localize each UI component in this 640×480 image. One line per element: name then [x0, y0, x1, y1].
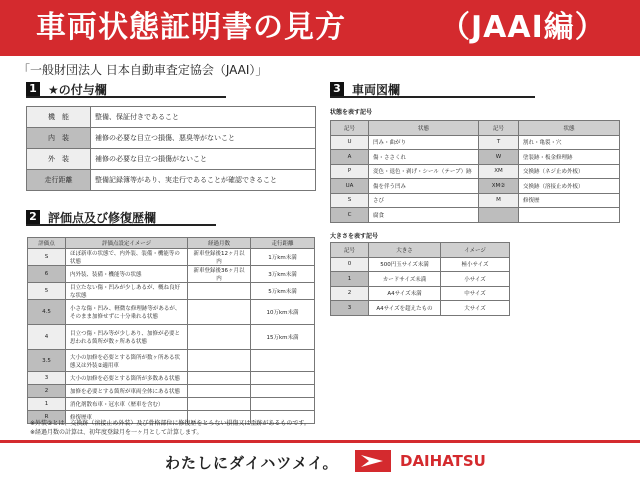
table-cell: A	[331, 150, 369, 165]
table-row	[331, 193, 620, 208]
section-2-heading	[26, 210, 216, 226]
table-cell: U	[331, 135, 369, 150]
table-row	[28, 398, 315, 411]
table-cell: ほぼ新車の状態で、内外装、装備・機能等の状態	[66, 249, 188, 266]
state-symbols-label: 状態を表す記号	[330, 109, 373, 116]
table-cell: 評価点	[28, 238, 66, 249]
note: ※経過月数の計算は、初年度登録月を一ヶ月として計算します。	[30, 429, 203, 436]
table-row	[27, 107, 316, 128]
table-cell: 整備記録簿等があり、実走行であることが確認できること	[91, 170, 316, 191]
table-cell: イメージ	[441, 243, 510, 258]
table-cell: 3	[331, 301, 369, 316]
table-cell: 2	[331, 286, 369, 301]
table-cell: S	[28, 249, 66, 266]
slogan-logo: わたしにダイハツメイ。	[165, 454, 339, 472]
table-cell: 1	[28, 398, 66, 411]
table-cell: 外 装	[27, 149, 91, 170]
table-cell: 小さな傷・凹み、軽微な修理跡等があるが、そのまま加修せずに十分乗れる状態	[66, 300, 188, 325]
table-cell: P	[331, 164, 369, 179]
table-cell: 2	[28, 385, 66, 398]
table-cell: 傷・ささくれ	[369, 150, 479, 165]
table-cell: 経過月数	[188, 238, 251, 249]
table-cell: 走行距離	[251, 238, 315, 249]
table-row	[331, 164, 620, 179]
score-table	[27, 237, 315, 424]
table-cell: 消化剤散布車・冠水車（歴車を含む）	[66, 398, 188, 411]
table-cell: 目立たない傷・凹みが少しあるが、概ね良好な状態	[66, 283, 188, 300]
table-cell: R	[28, 411, 66, 424]
table-cell: 修復歴	[519, 193, 620, 208]
table-cell: 変色・退色・剥げ・シール（テープ）跡	[369, 164, 479, 179]
table-row	[331, 208, 620, 223]
section-title: ★の付与欄	[48, 82, 107, 97]
note: ※外装②とは、交換跡（溶接止め外装）及び骨格部位に修復歴をとらない損傷又は歪跡があるものです。	[30, 420, 310, 427]
table-cell: 目立つ傷・凹み等が少しあり、加修が必要と思われる箇所が数ヶ所ある状態	[66, 325, 188, 350]
table-cell	[251, 398, 315, 411]
table-cell: 4	[28, 325, 66, 350]
table-cell	[188, 398, 251, 411]
daihatsu-logo-icon	[355, 450, 391, 472]
table-cell: 割れ・亀裂・穴	[519, 135, 620, 150]
table-cell: 記号	[331, 121, 369, 136]
table-cell: 腐食	[369, 208, 479, 223]
table-cell: 1万km未満	[251, 249, 315, 266]
table-cell: 凹み・曲がり	[369, 135, 479, 150]
table-cell: 中サイズ	[441, 286, 510, 301]
table-cell: 内 装	[27, 128, 91, 149]
table-cell	[479, 208, 519, 223]
table-row	[331, 150, 620, 165]
notes	[30, 419, 310, 437]
table-cell: C	[331, 208, 369, 223]
table-row	[27, 170, 316, 191]
table-cell: 3	[28, 372, 66, 385]
table-cell: さび	[369, 193, 479, 208]
table-cell	[251, 350, 315, 372]
table-cell: XM	[479, 164, 519, 179]
table-cell: 整備、保証付きであること	[91, 107, 316, 128]
table-cell: W	[479, 150, 519, 165]
table-row	[27, 128, 316, 149]
table-cell: 評価点設定イメージ	[66, 238, 188, 249]
table-cell	[188, 283, 251, 300]
table-row	[27, 149, 316, 170]
table-row	[28, 372, 315, 385]
table-cell: XM②	[479, 179, 519, 194]
table-cell: A4サイズを超えたもの	[369, 301, 441, 316]
table-cell: 補修の必要な目立つ損傷がないこと	[91, 149, 316, 170]
table-row	[331, 257, 510, 272]
table-cell: 走行距離	[27, 170, 91, 191]
table-cell: 内外装、装備・機能等の状態	[66, 266, 188, 283]
state-symbols-table	[330, 120, 620, 223]
table-cell: 5万km未満	[251, 283, 315, 300]
table-row	[331, 286, 510, 301]
title-banner	[0, 0, 640, 56]
table-cell: 記号	[331, 243, 369, 258]
table-cell: 塗装跡・板金修理跡	[519, 150, 620, 165]
page-title: 車両状態証明書の見方	[36, 10, 346, 45]
brand-name: DAIHATSU	[400, 452, 486, 470]
table-cell: 500円玉サイズ未満	[369, 257, 441, 272]
table-row	[331, 301, 510, 316]
table-cell: 機 能	[27, 107, 91, 128]
table-row	[28, 350, 315, 372]
table-cell	[188, 350, 251, 372]
star-table	[26, 106, 316, 191]
table-cell: 大きさ	[369, 243, 441, 258]
table-cell: 6	[28, 266, 66, 283]
table-cell	[188, 372, 251, 385]
table-cell	[519, 208, 620, 223]
table-row	[28, 300, 315, 325]
table-row	[28, 385, 315, 398]
table-cell: M	[479, 193, 519, 208]
table-row	[28, 283, 315, 300]
table-cell: 4.5	[28, 300, 66, 325]
table-row	[28, 249, 315, 266]
divider	[0, 440, 640, 443]
table-cell: 大サイズ	[441, 301, 510, 316]
size-symbols-label: 大きさを表す記号	[330, 233, 379, 240]
page-subtitle: （JAAI編）	[440, 10, 606, 45]
table-cell: 新車登録後12ヶ月以内	[188, 249, 251, 266]
table-cell: 大小の加修を必要とする箇所が多数ある状態	[66, 372, 188, 385]
table-cell: S	[331, 193, 369, 208]
table-cell	[251, 385, 315, 398]
table-cell	[188, 300, 251, 325]
table-cell: 3.5	[28, 350, 66, 372]
table-row	[28, 325, 315, 350]
table-cell: A4サイズ未満	[369, 286, 441, 301]
table-cell: 0	[331, 257, 369, 272]
table-cell: 修復歴車	[66, 411, 188, 424]
table-cell	[188, 385, 251, 398]
table-cell: 加修を必要とする箇所が車両全体にある状態	[66, 385, 188, 398]
table-cell: カードサイズ未満	[369, 272, 441, 287]
section-3-heading	[330, 82, 535, 98]
table-cell: 小サイズ	[441, 272, 510, 287]
table-cell: 交換跡（溶接止め外板）	[519, 179, 620, 194]
table-row	[331, 272, 510, 287]
section-number: 1	[26, 82, 40, 96]
table-cell: 状態	[519, 121, 620, 136]
table-cell: 補修の必要な目立つ損傷、悪臭等がないこと	[91, 128, 316, 149]
section-title: 車両図欄	[352, 82, 401, 97]
section-number: 2	[26, 210, 40, 224]
section-title: 評価点及び修復歴欄	[48, 210, 157, 225]
table-cell: 傷を伴う凹み	[369, 179, 479, 194]
table-cell: 15万km未満	[251, 325, 315, 350]
table-cell: 10万km未満	[251, 300, 315, 325]
table-cell: 大小の加修を必要とする箇所が数ヶ所ある状態又は外装②適用車	[66, 350, 188, 372]
table-row	[28, 266, 315, 283]
table-cell: 記号	[479, 121, 519, 136]
table-cell: 交換跡（ネジ止め外板）	[519, 164, 620, 179]
table-row	[331, 135, 620, 150]
table-row	[331, 179, 620, 194]
table-cell: 1	[331, 272, 369, 287]
table-cell: 新車登録後36ヶ月以内	[188, 266, 251, 283]
table-cell: 極小サイズ	[441, 257, 510, 272]
section-1-heading	[26, 82, 226, 98]
table-cell: T	[479, 135, 519, 150]
table-cell	[251, 372, 315, 385]
organization-name: 「一般財団法人 日本自動車査定協会（JAAI）」	[18, 63, 268, 77]
section-number: 3	[330, 82, 344, 96]
table-cell: 状態	[369, 121, 479, 136]
table-cell	[188, 325, 251, 350]
table-cell: 3万km未満	[251, 266, 315, 283]
table-cell: 5	[28, 283, 66, 300]
size-symbols-table	[330, 242, 510, 316]
table-cell: UA	[331, 179, 369, 194]
